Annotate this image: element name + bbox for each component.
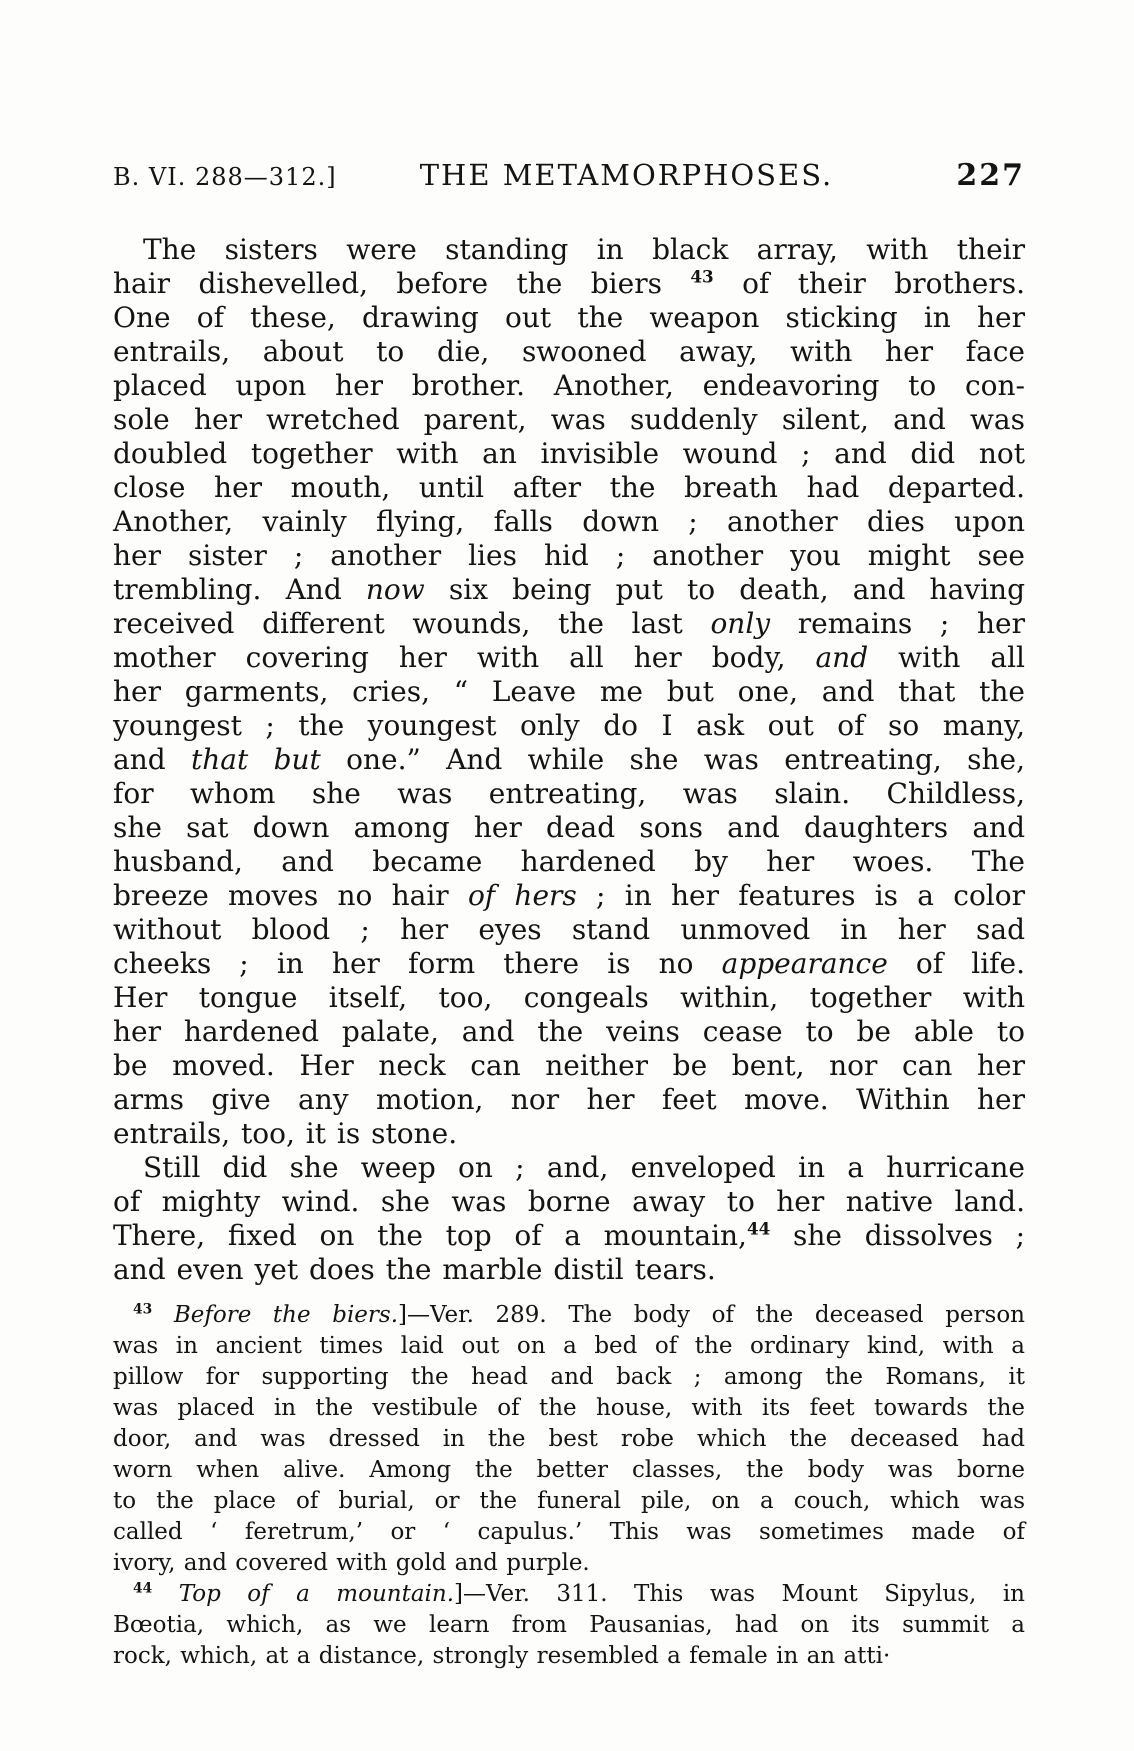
text-segment: she sat down among her dead sons and daughters and xyxy=(113,811,1025,844)
text-line xyxy=(113,335,1025,369)
text-segment: her garments, cries, “ Leave me but one, and that the xyxy=(113,675,1025,708)
text-line xyxy=(113,743,1025,777)
text-line xyxy=(113,1049,1025,1083)
text-line xyxy=(113,267,1025,301)
text-segment: cheeks ; in her form there is no xyxy=(113,947,722,980)
text-line xyxy=(113,879,1025,913)
text-line xyxy=(113,1253,1025,1287)
text-line xyxy=(113,1151,1025,1185)
text-segment: breeze moves no hair xyxy=(113,879,468,912)
text-line xyxy=(113,233,1025,267)
text-segment: with all xyxy=(868,641,1025,674)
text-line xyxy=(113,1083,1025,1117)
text-segment: husband, and became hardened by her woes. The xyxy=(113,845,1025,878)
text-segment: ivory, and covered with gold and purple. xyxy=(113,1550,590,1576)
text-segment: one.” And while she was entreating, she, xyxy=(320,743,1025,776)
text-segment: ]—Ver. 311. This was Mount Sipylus, in xyxy=(454,1581,1025,1607)
text-segment: received different wounds, the last xyxy=(113,607,711,640)
paragraph-1 xyxy=(113,233,1025,1151)
text-line xyxy=(113,1185,1025,1219)
text-segment: 43 xyxy=(133,1301,153,1318)
text-segment: close her mouth, until after the breath had departed. xyxy=(113,471,1025,504)
text-line xyxy=(113,1117,1025,1151)
text-line xyxy=(113,675,1025,709)
text-line xyxy=(113,1424,1025,1455)
text-segment: ]—Ver. 289. The body of the deceased person xyxy=(398,1302,1025,1328)
text-segment: 43 xyxy=(690,266,714,287)
text-segment: now xyxy=(365,573,425,606)
text-segment: placed upon her brother. Another, endeavoring to con- xyxy=(113,369,1025,402)
text-line xyxy=(113,301,1025,335)
text-line xyxy=(113,1393,1025,1424)
text-segment: trembling. And xyxy=(113,573,366,606)
text-segment: Bœotia, which, as we learn from Pausanias, had on its summit a xyxy=(113,1612,1025,1638)
text-line xyxy=(113,1610,1025,1641)
text-segment xyxy=(152,1302,174,1328)
text-segment: to the place of burial, or the funeral pile, on a couch, which was xyxy=(113,1488,1025,1514)
text-segment: 44 xyxy=(133,1580,153,1597)
text-line xyxy=(113,471,1025,505)
text-segment: There, fixed on the top of a mountain, xyxy=(113,1219,747,1252)
text-line xyxy=(113,811,1025,845)
page-header xyxy=(113,158,1025,193)
text-segment: was in ancient times laid out on a bed of the ordinary kind, with a xyxy=(113,1333,1025,1359)
text-segment: of hers xyxy=(467,879,577,912)
text-segment: mother covering her with all her body, xyxy=(113,641,816,674)
text-segment: of their brothers. xyxy=(713,267,1025,300)
text-segment: of mighty wind. she was borne away to her native land. xyxy=(113,1185,1025,1218)
text-segment: and xyxy=(815,641,869,674)
text-segment: her hardened palate, and the veins cease to be able to xyxy=(113,1015,1025,1048)
text-line xyxy=(113,981,1025,1015)
text-line xyxy=(113,947,1025,981)
text-segment: The sisters were standing in black array, with their xyxy=(143,233,1025,266)
text-segment: without blood ; her eyes stand unmoved in her sad xyxy=(113,913,1025,946)
text-line xyxy=(113,573,1025,607)
text-line xyxy=(113,777,1025,811)
text-line xyxy=(113,403,1025,437)
header-section-reference: B. VI. 288—312.] xyxy=(113,163,337,191)
text-segment: youngest ; the youngest only do I ask out of so many, xyxy=(113,709,1025,742)
text-segment: 44 xyxy=(746,1218,771,1239)
text-line xyxy=(113,1579,1025,1610)
text-segment: she dissolves ; xyxy=(770,1219,1026,1252)
text-segment: door, and was dressed in the best robe which the deceased had xyxy=(113,1426,1025,1452)
footnote-43 xyxy=(113,1300,1025,1579)
text-segment: rock, which, at a distance, strongly resembled a female in an atti· xyxy=(113,1643,891,1669)
text-line xyxy=(113,709,1025,743)
text-segment: that but xyxy=(191,743,321,776)
text-line xyxy=(113,369,1025,403)
text-segment: hair dishevelled, before the biers xyxy=(113,267,691,300)
text-segment: entrails, too, it is stone. xyxy=(113,1117,458,1150)
text-segment: doubled together with an invisible wound ; and did not xyxy=(113,437,1025,470)
text-line xyxy=(113,1362,1025,1393)
text-segment: be moved. Her neck can neither be bent, nor can her xyxy=(113,1049,1025,1082)
text-segment: arms give any motion, nor her feet move. Within her xyxy=(113,1083,1025,1116)
text-line xyxy=(113,607,1025,641)
text-segment xyxy=(152,1581,178,1607)
text-segment: six being put to death, and having xyxy=(424,573,1025,606)
text-line xyxy=(113,505,1025,539)
text-segment: was placed in the vestibule of the house, with its feet towards the xyxy=(113,1395,1025,1421)
text-segment: Top of a mountain. xyxy=(178,1581,455,1607)
text-segment: Her tongue itself, too, congeals within, together with xyxy=(113,981,1025,1014)
text-line xyxy=(113,539,1025,573)
text-line xyxy=(113,1219,1025,1253)
text-line xyxy=(113,1331,1025,1362)
text-segment: for whom she was entreating, was slain. Childless, xyxy=(113,777,1025,810)
text-line xyxy=(113,641,1025,675)
body-text xyxy=(113,233,1025,1287)
text-line xyxy=(113,1517,1025,1548)
text-segment: of life. xyxy=(887,947,1025,980)
text-line xyxy=(113,437,1025,471)
text-segment: entrails, about to die, swooned away, with her face xyxy=(113,335,1025,368)
text-segment: and xyxy=(113,743,191,776)
text-line xyxy=(113,845,1025,879)
text-line xyxy=(113,1486,1025,1517)
text-segment: only xyxy=(710,607,771,640)
text-segment: her sister ; another lies hid ; another you might see xyxy=(113,539,1025,572)
page-title: THE METAMORPHOSES. xyxy=(419,158,834,192)
paragraph-2 xyxy=(113,1151,1025,1287)
text-line xyxy=(113,1455,1025,1486)
text-line xyxy=(113,1300,1025,1331)
text-segment: called ‘ feretrum,’ or ‘ capulus.’ This was sometimes made of xyxy=(113,1519,1025,1545)
page-number: 227 xyxy=(956,158,1025,193)
footnotes-section xyxy=(113,1300,1025,1672)
text-segment: Before the biers. xyxy=(173,1302,399,1328)
text-segment: Still did she weep on ; and, enveloped in a hurricane xyxy=(143,1151,1025,1184)
text-line xyxy=(113,1641,1025,1672)
text-segment: sole her wretched parent, was suddenly silent, and was xyxy=(113,403,1025,436)
text-line xyxy=(113,1015,1025,1049)
text-segment: pillow for supporting the head and back ; among the Romans, it xyxy=(113,1364,1025,1390)
text-segment: One of these, drawing out the weapon sticking in her xyxy=(113,301,1025,334)
text-segment: ; in her features is a color xyxy=(576,879,1025,912)
text-segment: appearance xyxy=(721,947,888,980)
text-segment: Another, vainly flying, falls down ; another dies upon xyxy=(113,505,1025,538)
text-segment: worn when alive. Among the better classes, the body was borne xyxy=(113,1457,1025,1483)
text-line xyxy=(113,913,1025,947)
text-line xyxy=(113,1548,1025,1579)
text-segment: and even yet does the marble distil tears. xyxy=(113,1253,716,1286)
text-segment: remains ; her xyxy=(770,607,1025,640)
footnote-44 xyxy=(113,1579,1025,1672)
